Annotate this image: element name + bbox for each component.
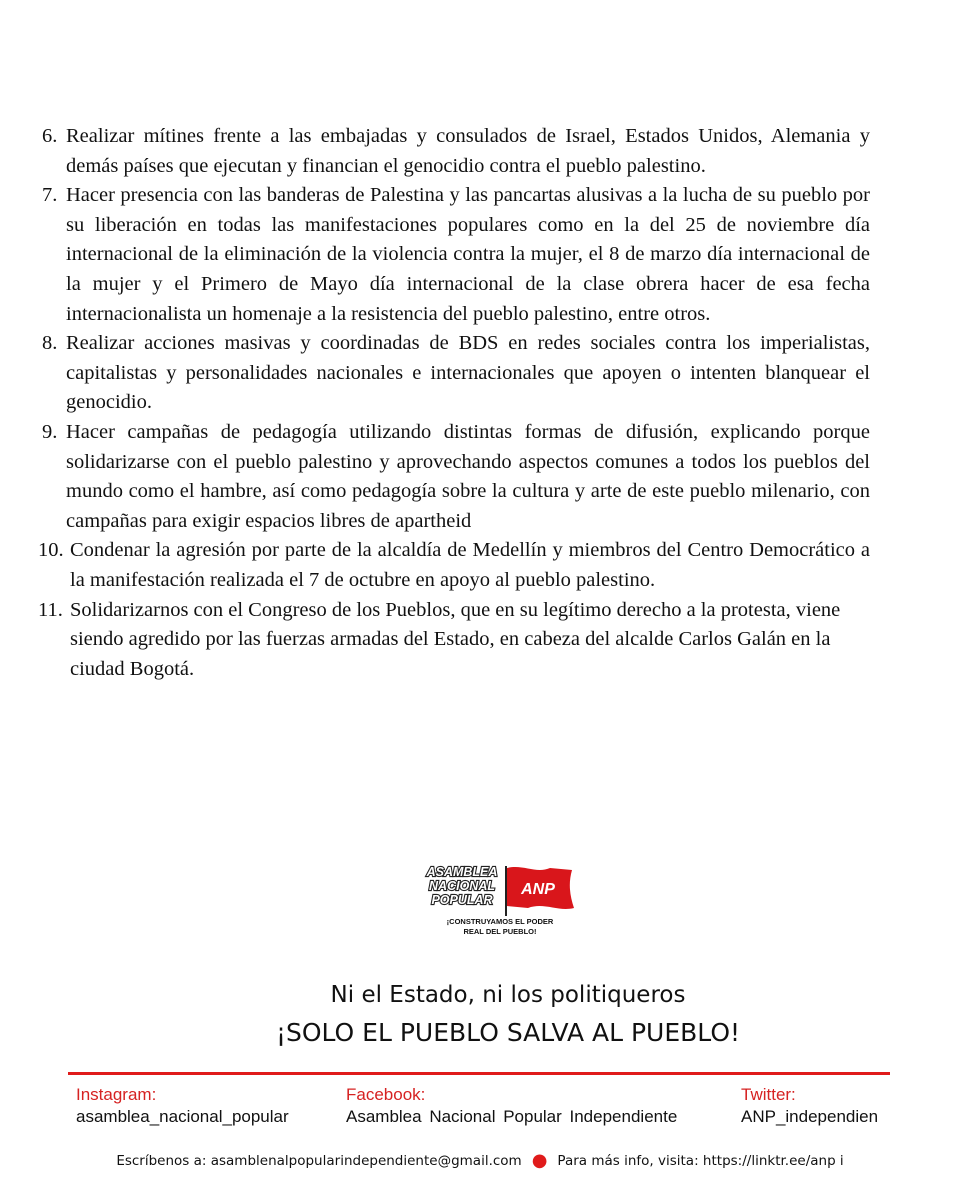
logo-tagline-1: ¡CONSTRUYAMOS EL PODER [446,917,554,926]
bullet-dot-icon: ● [531,1150,548,1171]
footer-info: Para más info, visita: https://linktr.ee/anp i [557,1153,844,1169]
instagram-label: Instagram: [76,1085,157,1104]
list-item [38,536,870,595]
logo-word-3: POPULAR [431,893,493,907]
list-item [42,418,870,536]
logo-word-2: NACIONAL [429,879,495,893]
item-number: 9. [42,420,58,443]
item-text: Hacer presencia con las banderas de Palestina y las pancartas alusivas a la lucha de su pueblo por su liberación en todas las manifestaciones populares como en la del 25 de noviembre día internacional de la eliminación de la violencia contra la mujer, el 8 de marzo día internacional de la mujer y el Primero de Mayo día internacional de la clase obrera hacer de esa fecha internacionalista un homenaje a la resistencia del pueblo palestino, entre otros. [66,184,870,325]
demands-list [38,122,870,684]
item-number: 6. [42,125,58,147]
footer-email: Escríbenos a: asamblenalpopularindependiente@gmail.com [116,1153,522,1169]
list-item [42,329,870,418]
footer-divider [68,1072,890,1075]
item-number: 10. [38,539,64,562]
anp-logo [418,860,578,940]
slogan-line-2: ¡SOLO EL PUEBLO SALVA AL PUEBLO! [275,1018,741,1047]
item-text: Realizar acciones masivas y coordinadas de BDS en redes sociales contra los imperialistas, capitalistas y personalidades nacionales e internacionales que apoyen o intenten blanquear el genocidio. [66,332,870,414]
item-text: Hacer campañas de pedagogía utilizando distintas formas de difusión, explicando porque solidarizarse con el pueblo palestino y aprovechando aspectos comunes a todos los pueblos del mundo como el hambre, así como pedagogía sobre la cultura y arte de este pueblo milenario, con campañas para exigir espacios libres de apartheid [66,420,870,532]
list-item [42,181,870,329]
item-number: 8. [42,332,58,355]
contact-footer [0,1150,960,1171]
facebook-page: Asamblea Nacional Popular Independiente [346,1107,678,1126]
item-number: 7. [42,184,58,207]
instagram-block [76,1084,289,1128]
item-text: Solidarizarnos con el Congreso de los Pueblos, que en su legítimo derecho a la protesta, viene siendo agredido por las fuerzas armadas del Estado, en cabeza del alcalde Carlos Galán en la ciudad Bogotá. [70,598,841,680]
slogan-line-1: Ni el Estado, ni los politiqueros [330,982,686,1008]
logo-tagline-2: REAL DEL PUEBLO! [463,927,537,936]
item-text: Condenar la agresión por parte de la alcaldía de Medellín y miembros del Centro Democrático a la manifestación realizada el 7 de octubre en apoyo al pueblo palestino. [70,539,870,591]
twitter-handle: ANP_independien [741,1107,879,1126]
item-number: 11. [38,598,63,621]
logo-word-1: ASAMBLEA [426,865,498,879]
anp-logo-graphic [418,860,578,940]
twitter-label: Twitter: [741,1085,796,1104]
instagram-handle: asamblea_nacional_popular [76,1107,289,1126]
list-item [38,596,870,685]
facebook-label: Facebook: [346,1085,426,1104]
logo-flag-text: ANP [521,881,555,898]
twitter-block [741,1084,878,1128]
list-item [42,122,870,181]
item-text: Realizar mítines frente a las embajadas y consulados de Israel, Estados Unidos, Alemania y demás países que ejecutan y financian el genocidio contra el pueblo palestino. [66,125,870,177]
facebook-block [346,1084,677,1128]
